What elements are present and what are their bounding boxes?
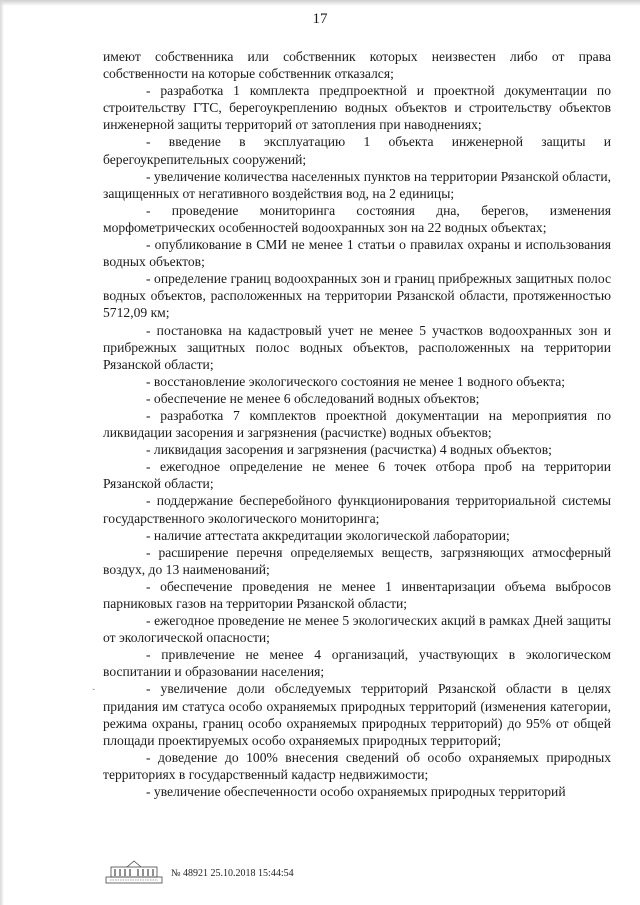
paragraph: - введение в эксплуатацию 1 объекта инженерной защиты и берегоукрепительных сооружений; <box>103 134 611 167</box>
paragraph: - обеспечение проведения не менее 1 инвентаризации объема выбросов парниковых газов на территории Рязанской области; <box>103 578 611 611</box>
building-stamp-icon <box>105 858 163 884</box>
paragraph: - постановка на кадастровый учет не менее 5 участков водоохранных зон и прибрежных защитных полос водных объектов, расположенных на территории Рязанской области; <box>103 322 611 372</box>
paragraph: - разработка 7 комплектов проектной документации на мероприятия по ликвидации засорения и загрязнения (расчистке) водных объектов; <box>103 407 611 441</box>
page-number: 17 <box>312 11 328 27</box>
scan-edge-top <box>0 0 640 6</box>
document-registration-id: № 48921 25.10.2018 15:44:54 <box>171 868 294 879</box>
paragraph: - ликвидация засорения и загрязнения (расчистка) 4 водных объектов; <box>146 442 552 458</box>
paragraph: - привлечение не менее 4 организаций, участвующих в экологическом воспитании и образовании населения; <box>103 647 611 680</box>
paragraph: - доведение до 100% внесения сведений об особо охраняемых природных территориях в государственный кадастр недвижимости; <box>103 749 611 782</box>
paragraph: - увеличение обеспеченности особо охраняемых природных территорий <box>146 784 566 800</box>
paragraph: - обеспечение не менее 6 обследований водных объектов; <box>146 390 480 406</box>
paragraph: - разработка 1 комплекта предпроектной и проектной документации по строительству ГТС, берегоукреплению водных объектов и строительству объектов инженерной защиты территорий от затопления при наводнениях; <box>103 83 611 133</box>
paragraph: - увеличение количества населенных пунктов на территории Рязанской области, защищенных от негативного воздействия вод, на 2 единицы; <box>103 168 611 201</box>
paragraph: - восстановление экологического состояния не менее 1 водного объекта; <box>146 373 566 389</box>
paragraph: - поддержание бесперебойного функционирования территориальной системы государственного экологического мониторинга; <box>103 493 611 526</box>
paragraph: - определение границ водоохранных зон и границ прибрежных защитных полос водных объектов, расположенных на территории Рязанской области, протяженностью 5712,09 км; <box>103 271 611 321</box>
paragraph: - наличие аттестата аккредитации экологической лаборатории; <box>146 527 510 543</box>
paragraph: - ежегодное проведение не менее 5 экологических акций в рамках Дней защиты от экологической опасности; <box>103 613 611 646</box>
margin-mark: ˯ <box>92 680 96 691</box>
document-footer <box>105 858 365 888</box>
paragraph: - опубликование в СМИ не менее 1 статьи о правилах охраны и использования водных объектов; <box>103 237 611 270</box>
paragraph: - расширение перечня определяемых веществ, загрязняющих атмосферный воздух, до 13 наименований; <box>103 544 611 577</box>
paragraph: - увеличение доли обследуемых территорий Рязанской области в целях придания им статуса особо охраняемых природных территорий (изменения категории, режима охраны, границ особо охраняемых природных территорий) до 95% от общей площади проектируемых особо охраняемых природных территорий; <box>103 681 611 748</box>
paragraph: - ежегодное определение не менее 6 точек отбора проб на территории Рязанской области; <box>103 459 611 492</box>
scan-edge-left <box>0 0 4 905</box>
paragraph: - проведение мониторинга состояния дна, берегов, изменения морфометрических особенностей водоохранных зон на 22 водных объектах; <box>103 202 611 235</box>
paragraph: имеют собственника или собственник которых неизвестен либо от права собственности на которые собственник отказался; <box>103 49 611 82</box>
document-body <box>103 48 611 800</box>
